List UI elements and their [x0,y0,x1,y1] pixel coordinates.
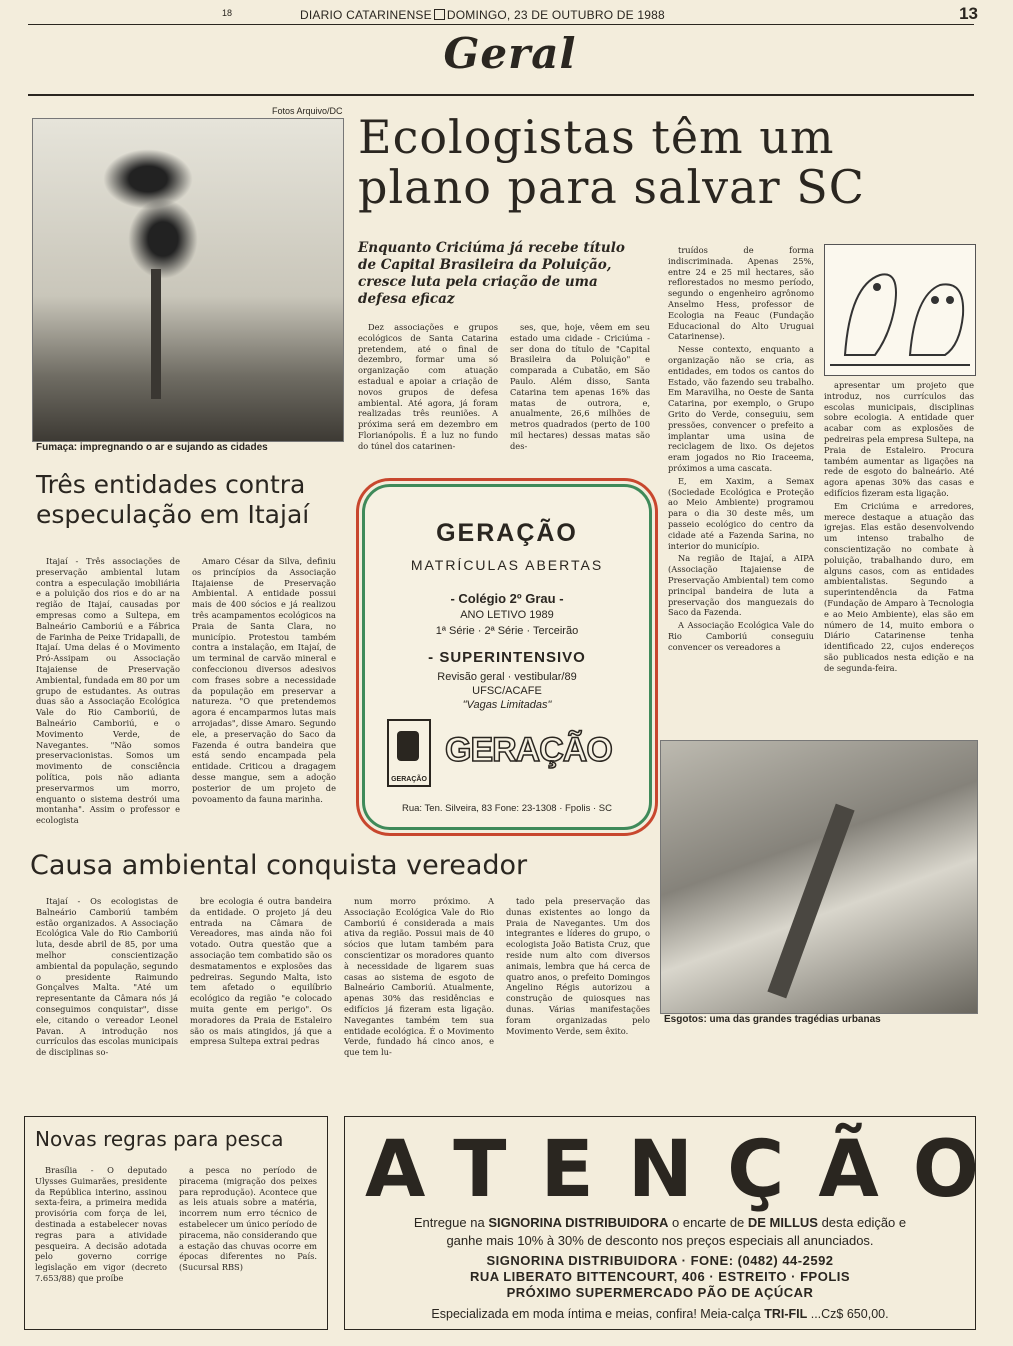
ad-geracao-logo: GERAÇÃO [445,731,612,769]
main-col-4 [824,380,974,726]
main-headline-line2: plano para salvar SC [358,160,865,214]
main-col-1-text: Dez associações e grupos ecológicos de Santa Catarina pretendem, até o final de dezembro, formar uma só organização com atuação estadual e apoiar a criação de novos grupos de defesa ambiental. Até agora, já foram realizadas três reuniões. A próxima será em dezembro em Florianópolis. É a luz no fundo do túnel dos catarinen- [358,322,498,451]
itajai-headline-line1: Três entidades contra [36,470,306,499]
ad-geracao-line3: 1ª Série · 2ª Série · Terceirão [435,625,579,637]
atencao-line2: ganhe mais 10% à 30% de desconto nos preços especiais all anunciados. [446,1233,874,1248]
masthead [300,8,720,22]
itajai-col-2-text: Amaro César da Silva, definiu os princípios da Associação Itajaiense de Preservação Ambiental. A entidade possui mais de 400 sócios e já realizou três acampamentos ecológicos na Praia de Santa Clara, no município. Protestou também contra a instalação, em Itajaí, de um terminal de carvão mineral e confeccionou diversos adesivos com frases sobre a necessidade da população em preservar a natureza. "O que pretendemos agora é encamparmos lutas mais arrojadas", disse Amaro. Segundo ele, a preservação do Saco da Fazenda é outra bandeira que está sendo encampada pela entidade. Criticou a dragagem desse mangue, sem a adoção posterior de um projeto de povoamento da fauna marinha. [192,556,336,804]
main-col-4-para: apresentar um projeto que introduz, nos currículos das escolas municipais, disciplinas sobre ecologia. A entidade quer acabar com as explosões de pedreiras pela empresa Sultepa, na Praia de Estaleiro. Procura também aumentar as ligações na rede de esgoto do balneário. Até agora apenas 30% das casas e edifícios fizeram esta ligação. [824,380,974,498]
main-col-3 [668,245,814,725]
pesca-col-1-text: Brasília - O deputado Ulysses Guimarães, presidente da República interino, assinou sexta-feira, a primeira medida provisória com força de lei, destinada a estabelecer novas regras para a atividade pesqueira. A decisão adotada pelo governo corrige legislação em vigor (decreto 7.653/88) que proíbe [35,1165,167,1283]
causa-col-4 [506,896,650,1036]
atencao-line3: SIGNORINA DISTRIBUIDORA · FONE: (0482) 44-2592 [486,1253,834,1268]
sewage-photo [660,740,978,1014]
atencao-text: desta edição e [817,1215,907,1230]
logo-small-text: GERAÇÃO [391,776,427,783]
atencao-distributor: SIGNORINA DISTRIBUIDORA [488,1215,669,1230]
atencao-ad [344,1116,1013,1330]
smokestack-photo [32,118,344,442]
atencao-product: TRI-FIL [764,1307,808,1321]
atencao-line1 [345,1215,975,1230]
section-title: Geral [443,29,577,78]
ad-geracao-line4: - SUPERINTENSIVO [428,649,586,666]
smoke-plume [103,149,193,209]
pesca-col-2 [179,1165,317,1323]
smoke-plume [128,199,198,279]
geracao-ad [362,484,652,830]
atencao-text: o encarte de [668,1215,748,1230]
ad-geracao-subtitle: MATRÍCULAS ABERTAS [410,557,604,573]
main-col-3-para: E, em Xaxim, a Semax (Sociedade Ecológica e Proteção ao Meio Ambiente) programou para o dia 30 deste mês, um passeio ecológico do centro da cidade até a Fazenda Sarina, no interior do município. [668,475,814,551]
photo2-caption: Esgotos: uma das grandes tragédias urbanas [664,1014,881,1025]
atencao-line4: RUA LIBERATO BITTENCOURT, 406 · ESTREITO · FPOLIS [469,1269,851,1284]
atencao-text: Entregue na [413,1215,489,1230]
issue-date: DOMINGO, 23 DE OUTUBRO DE 1988 [446,8,665,22]
main-headline [358,112,978,212]
pesca-headline: Novas regras para pesca [35,1127,284,1151]
ad-geracao-address: Rua: Ten. Silveira, 83 Fone: 23-1308 · Fpolis · SC [402,803,612,814]
causa-col-3-text: num morro próximo. A Associação Ecológica Vale do Rio Camboriú é considerada a mais ativa da região. Possui mais de 40 sócios que lutam também para conscientizar os moradores quanto à necessidade de ligarem suas casas ao sistema de esgoto de Balneário Camboriú. Atualmente, apenas 30% das residências e edifícios já fizeram esta ligação. Navegantes também tem sua entidade ecológica. É o Movimento Verde, fundado há cinco anos, e que tem lu- [344,896,494,1058]
causa-col-2 [190,896,332,1047]
deck: Enquanto Criciúma já recebe título de Capital Brasileira da Poluição, cresce luta pela criação de uma defesa eficaz [358,240,625,307]
pesca-col-2-text: a pesca no período de piracema (migração dos peixes para reprodução). Acontece que as leis atuais sobre a matéria, incorrem num erro técnico de estabelecer um único período de piracema, não considerando que a estação das chuvas ocorre em épocas diferentes no País. (Sucursal RBS) [179,1165,317,1273]
page-number: 13 [959,4,978,23]
atencao-line5: PRÓXIMO SUPERMERCADO PÃO DE AÇÚCAR [506,1285,814,1300]
logo-figure [397,731,419,761]
main-col-1 [358,322,498,464]
photo1-caption: Fumaça: impregnando o ar e sujando as cidades [36,442,268,453]
sewage-pipe [767,804,854,999]
pesca-col-1 [35,1165,167,1323]
pesca-box [24,1116,328,1330]
photo-credit: Fotos Arquivo/DC [272,106,343,116]
atencao-line6 [345,1307,975,1321]
ad-geracao-line6: UFSC/ACAFE [472,685,542,697]
ad-geracao-line7: "Vagas Limitadas" [462,699,552,711]
atencao-price: ...Cz$ 650,00. [807,1307,889,1321]
main-col-4-para: Em Criciúma e arredores, merece destaque a atuação das igrejas. Elas estão desenvolvendo um intenso trabalho de conscientização no combate à poluição, trabalhando duro, em alguns casos, com as entidades ambientalistas. Segundo a superintendência da Fatma (Fundação de Amparo à Tecnologia e ao Meio Ambiente), elas são em número de 14, muito embora o Diário Catarinense tenha identificado 22, cujos endereços são publicados nesta edição e na de segunda-feira. [824,500,974,673]
ad-geracao-line1: - Colégio 2º Grau - [450,591,564,606]
itajai-headline [36,470,356,530]
causa-headline: Causa ambiental conquista vereador [30,850,528,881]
cartoon-illustration [824,244,976,376]
page-mark: 18 [222,8,233,18]
main-col-2 [510,322,650,464]
ad-geracao-line2: ANO LETIVO 1989 [460,609,554,621]
itajai-col-2 [192,556,336,836]
separator-box [434,9,445,20]
cartoon-drawing [825,245,975,375]
itajai-col-1-text: Itajaí - Três associações de preservação ambiental lutam contra a especulação imobiliária e a poluição dos rios e do ar na região de Itajaí, causadas por empresas como a Sultepa, em Balneário Camboriú e a Fábrica de Farinha de Peixe Tridapalli, de Itajaí. Uma delas é o Movimento Pró-Assipam ou Associação Itajaiense de Preservação Ambiental, fundada em 80 por um grupo de estudantes. As outras duas são a Associação Ecológica Vale do Rio Camboriú, de Balneário Camboriú, e o Movimento Verde, de Navegantes. "Não somos preservacionistas. Somos um movimento de consciência política, pois não adianta preservarmos um morro, enquanto o sistema destrói uma montanha". Assim o professor e ecologista [36,556,180,826]
causa-col-4-text: tado pela preservação das dunas existentes ao longo da Praia de Navegantes. Um dos integrantes e líderes do grupo, o ecologista João Batista Cruz, que reside num alto com diversos animais, lembra que há cerca de quatro anos, o prefeito Domingos Angelino Régis autorizou a construção de quiosques nas dunas. Várias manifestações foram organizadas pelo Movimento Verde, sem êxito. [506,896,650,1036]
chimney [151,269,161,399]
main-col-2-text: ses, que, hoje, vêem em seu estado uma cidade - Criciúma - ser dona do título de "Capital Brasileira da Poluição" e comparada a Cubatão, em São Paulo. Além disso, Santa Catarina tem apenas 16% das matas de outrora, e, anualmente, 26,6 milhões de metros quadrados (perto de 100 mil hectares) dessas matas são des- [510,322,650,451]
atencao-brand: DE MILLUS [747,1215,818,1230]
main-col-3-para: Nesse contexto, enquanto a organização não se cria, as entidades, em todos os cantos do Estado, vão fazendo seu trabalho. Em Maravilha, no Oeste de Santa Catarina, por exemplo, o Grupo Grito do Verde, conseguiu, sem pressões, convencer o prefeito a implantar uma usina de reciclagem de lixo. Os dejetos eram jogados no Rio Iraceema, próximos a uma cascata. [668,344,814,473]
ad-geracao-title: GERAÇÃO [436,519,578,547]
causa-col-1-text: Itajaí - Os ecologistas de Balneário Camboriú também estão organizados. A Associação Ecológica Vale do Rio Camboriú luta, desde abril de 85, por uma melhor conscientização ambiental da população, segundo o presidente Raimundo Gonçalves Malta. "Até um representante da Câmara nós já conseguimos conquistar", disse ele, citando o vereador Leonel Pavan. A introdução nos currículos das escolas municipais de disciplinas so- [36,896,178,1058]
itajai-headline-line2: especulação em Itajaí [36,500,310,529]
newspaper-name: DIARIO CATARINENSE [300,8,432,22]
causa-col-2-text: bre ecologia é outra bandeira da entidade. O projeto já deu entrada na Câmara de Vereadores, mas ainda não foi votado. Outra questão que a associação tem combatido são os desmatamentos e explosões das pedreiras. Segundo Malta, isto tem afetado o equilíbrio ecológico da região "e colocado muita gente em perigo". Os moradores da Praia de Estaleiro são os mais atingidos, já que a empresa Sultepa extrai pedras [190,896,332,1047]
causa-col-3 [344,896,494,1058]
geracao-logo-mark [387,719,431,787]
causa-col-1 [36,896,178,1058]
itajai-col-1 [36,556,180,836]
main-col-3-para: Na região de Itajaí, a AIPA (Associação Itajaiense de Preservação Ambiental) tem como principal bandeira de luta a preservação dos manguezais do Saco da Fazenda. [668,553,814,618]
ad-geracao-line5: Revisão geral · vestibular/89 [437,671,577,683]
main-col-3-para: truídos de forma indiscriminada. Apenas 25%, entre 24 e 25 mil hectares, são reflorestados no mesmo período, segundo o engenheiro agrônomo Anselmo Hess, professor de Ecologia na Feauc (Fundação Educacional do Alto Uruguai Catarinense). [668,245,814,342]
atencao-title: ATENÇÃO [365,1125,1013,1215]
section-rule [28,94,974,96]
main-headline-line1: Ecologistas têm um [358,110,835,164]
top-rule [28,24,974,25]
main-col-3-para: A Associação Ecológica Vale do Rio Camboriú conseguiu convencer os vereadores a [668,620,814,652]
atencao-text: Especializada em moda íntima e meias, confira! Meia-calça [431,1307,765,1321]
